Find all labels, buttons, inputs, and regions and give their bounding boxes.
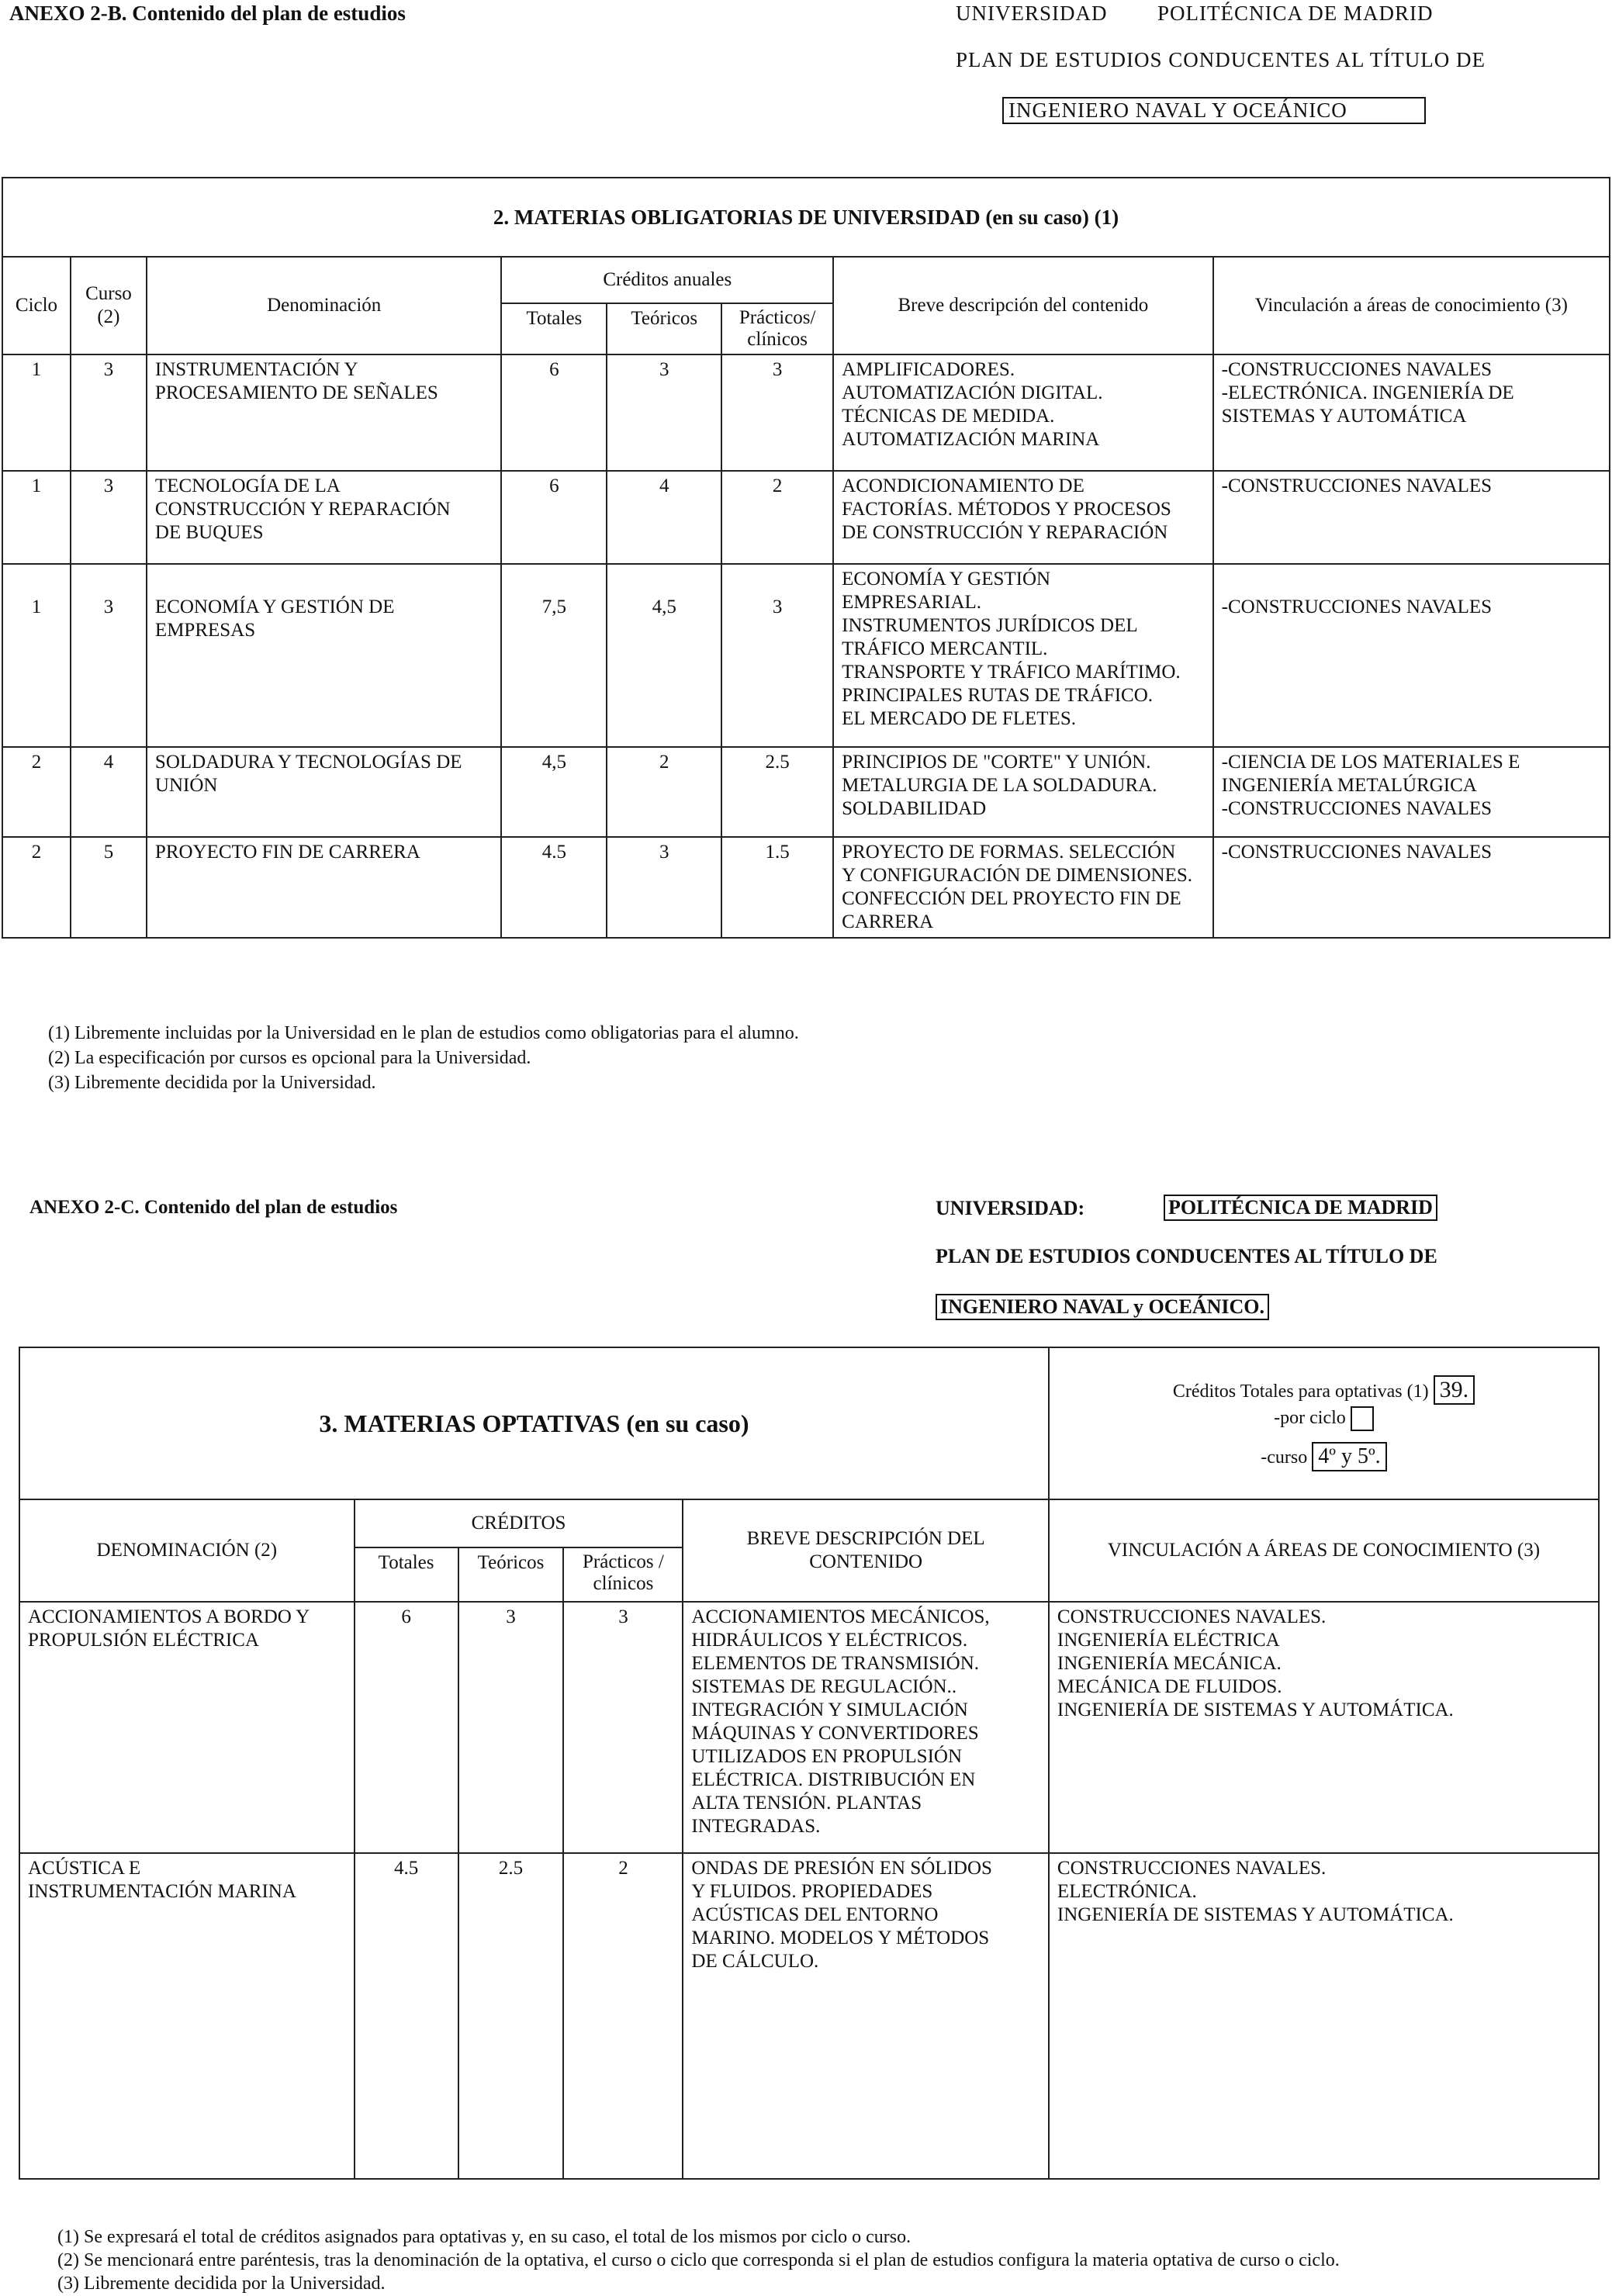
cell-denominacion: INSTRUMENTACIÓN Y PROCESAMIENTO DE SEÑALES: [147, 354, 502, 471]
table-row: [2, 837, 1610, 938]
annex-2c-title: ANEXO 2-C. Contenido del plan de estudios: [29, 1197, 398, 1218]
cell-vinculacion: -CONSTRUCCIONES NAVALES: [1213, 564, 1610, 747]
header-curso: Curso (2): [71, 257, 147, 354]
cell-teoricos: 3: [458, 1602, 564, 1853]
university-label-b: UNIVERSIDAD: [956, 2, 1108, 25]
cell-descripcion: PROYECTO DE FORMAS. SELECCIÓN Y CONFIGURACIÓN DE DIMENSIONES. CONFECCIÓN DEL PROYECTO FIN DE CARRERA: [833, 837, 1213, 938]
header-teoricos-c: Teóricos: [458, 1547, 564, 1602]
cell-practicos: 2.5: [721, 747, 833, 837]
cell-vinculacion: -CONSTRUCCIONES NAVALES: [1213, 837, 1610, 938]
cell-practicos: 3: [721, 564, 833, 747]
table-row: [2, 354, 1610, 471]
cell-vinculacion: CONSTRUCCIONES NAVALES. INGENIERÍA ELÉCTRICA INGENIERÍA MECÁNICA. MECÁNICA DE FLUIDOS. INGENIERÍA DE SISTEMAS Y AUTOMÁTICA.: [1049, 1602, 1599, 1853]
footnote-c-3: (3) Libremente decidida por la Universidad.: [57, 2274, 386, 2294]
cell-curso: 5: [71, 837, 147, 938]
footnote-b-2: (2) La especificación por cursos es opcional para la Universidad.: [48, 1048, 531, 1068]
header-totales: Totales: [501, 303, 607, 354]
cell-descripcion: PRINCIPIOS DE "CORTE" Y UNIÓN. METALURGIA DE LA SOLDADURA. SOLDABILIDAD: [833, 747, 1213, 837]
university-name-c: POLITÉCNICA DE MADRID: [1164, 1195, 1437, 1221]
cell-curso: 4: [71, 747, 147, 837]
cell-ciclo: 1: [2, 564, 71, 747]
cell-teoricos: 3: [607, 837, 721, 938]
cell-denominacion: ECONOMÍA Y GESTIÓN DE EMPRESAS: [147, 564, 502, 747]
cell-curso: 3: [71, 564, 147, 747]
university-name-b: POLITÉCNICA DE MADRID: [1157, 2, 1434, 25]
cell-descripcion: ACCIONAMIENTOS MECÁNICOS, HIDRÁULICOS Y ELÉCTRICOS. ELEMENTOS DE TRANSMISIÓN. SISTEMAS DE REGULACIÓN.. INTEGRACIÓN Y SIMULACIÓN MÁQUINAS Y CONVERTIDORES UTILIZADOS EN PROPULSIÓN ELÉCTRICA. DISTRIBUCIÓN EN ALTA TENSIÓN. PLANTAS INTEGRADAS.: [683, 1602, 1049, 1853]
cell-ciclo: 1: [2, 354, 71, 471]
optativas-table: [19, 1347, 1600, 2180]
header-totales-c: Totales: [355, 1547, 458, 1602]
table-title-b: 2. MATERIAS OBLIGATORIAS DE UNIVERSIDAD (en su caso) (1): [2, 178, 1610, 257]
cell-teoricos: 2.5: [458, 1853, 564, 2179]
por-ciclo-line: [1057, 1405, 1590, 1431]
cell-teoricos: 4,5: [607, 564, 721, 747]
footnote-c-2: (2) Se mencionará entre paréntesis, tras la denominación de la optativa, el curso o ciclo que corresponda si el plan de estudios configura la materia optativa de curso o ciclo.: [57, 2250, 1340, 2270]
cell-totales: 6: [501, 354, 607, 471]
cell-denominacion: TECNOLOGÍA DE LA CONSTRUCCIÓN Y REPARACIÓN DE BUQUES: [147, 471, 502, 564]
credits-summary: [1049, 1347, 1599, 1499]
por-ciclo-box: [1351, 1406, 1374, 1431]
footnote-b-1: (1) Libremente incluidas por la Universidad en le plan de estudios como obligatorias para el alumno.: [48, 1023, 799, 1043]
header-descripcion: Breve descripción del contenido: [833, 257, 1213, 354]
header-descripcion-c: BREVE DESCRIPCIÓN DEL CONTENIDO: [683, 1499, 1049, 1602]
cell-descripcion: ECONOMÍA Y GESTIÓN EMPRESARIAL. INSTRUMENTOS JURÍDICOS DEL TRÁFICO MERCANTIL. TRANSPORTE Y TRÁFICO MARÍTIMO. PRINCIPALES RUTAS DE TRÁFICO. EL MERCADO DE FLETES.: [833, 564, 1213, 747]
cell-practicos: 3: [563, 1602, 683, 1853]
cell-totales: 7,5: [501, 564, 607, 747]
cell-practicos: 2: [721, 471, 833, 564]
degree-box-c: INGENIERO NAVAL y OCEÁNICO.: [936, 1294, 1269, 1320]
table-row: [2, 564, 1610, 747]
por-ciclo-label: -por ciclo: [1274, 1407, 1346, 1428]
plan-label-c: PLAN DE ESTUDIOS CONDUCENTES AL TÍTULO DE: [936, 1245, 1437, 1267]
obligatorias-table: [2, 177, 1610, 939]
cell-totales: 4.5: [501, 837, 607, 938]
cell-vinculacion: -CIENCIA DE LOS MATERIALES E INGENIERÍA METALÚRGICA -CONSTRUCCIONES NAVALES: [1213, 747, 1610, 837]
curso-value: 4º y 5º.: [1312, 1442, 1386, 1471]
plan-label-b: PLAN DE ESTUDIOS CONDUCENTES AL TÍTULO DE: [956, 48, 1486, 71]
cell-descripcion: ONDAS DE PRESIÓN EN SÓLIDOS Y FLUIDOS. PROPIEDADES ACÚSTICAS DEL ENTORNO MARINO. MODELOS Y MÉTODOS DE CÁLCULO.: [683, 1853, 1049, 2179]
cell-teoricos: 2: [607, 747, 721, 837]
cell-denominacion: ACÚSTICA E INSTRUMENTACIÓN MARINA: [19, 1853, 355, 2179]
annex-2b-title: ANEXO 2-B. Contenido del plan de estudios: [9, 2, 406, 25]
cell-practicos: 3: [721, 354, 833, 471]
header-denominacion: Denominación: [147, 257, 502, 354]
header-practicos: Prácticos/ clínicos: [721, 303, 833, 354]
credits-total-line: [1057, 1375, 1590, 1405]
footnote-b-3: (3) Libremente decidida por la Universidad.: [48, 1073, 376, 1093]
cell-curso: 3: [71, 471, 147, 564]
header-creditos-anuales: Créditos anuales: [501, 257, 833, 303]
cell-totales: 4,5: [501, 747, 607, 837]
curso-label: -curso: [1261, 1447, 1308, 1468]
cell-denominacion: ACCIONAMIENTOS A BORDO Y PROPULSIÓN ELÉCTRICA: [19, 1602, 355, 1853]
cell-denominacion: PROYECTO FIN DE CARRERA: [147, 837, 502, 938]
header-vinculacion-c: VINCULACIÓN A ÁREAS DE CONOCIMIENTO (3): [1049, 1499, 1599, 1602]
cell-descripcion: ACONDICIONAMIENTO DE FACTORÍAS. MÉTODOS Y PROCESOS DE CONSTRUCCIÓN Y REPARACIÓN: [833, 471, 1213, 564]
cell-curso: 3: [71, 354, 147, 471]
cell-totales: 6: [355, 1602, 458, 1853]
table-row: [2, 471, 1610, 564]
credits-total-label: Créditos Totales para optativas (1): [1172, 1381, 1429, 1402]
table-row: [19, 1853, 1599, 2179]
degree-box-b: INGENIERO NAVAL Y OCEÁNICO: [1002, 97, 1426, 124]
cell-totales: 6: [501, 471, 607, 564]
header-creditos-c: CRÉDITOS: [355, 1499, 683, 1547]
cell-vinculacion: CONSTRUCCIONES NAVALES. ELECTRÓNICA. INGENIERÍA DE SISTEMAS Y AUTOMÁTICA.: [1049, 1853, 1599, 2179]
header-denominacion-c: DENOMINACIÓN (2): [19, 1499, 355, 1602]
header-vinculacion: Vinculación a áreas de conocimiento (3): [1213, 257, 1610, 354]
cell-ciclo: 2: [2, 837, 71, 938]
cell-ciclo: 2: [2, 747, 71, 837]
header-teoricos: Teóricos: [607, 303, 721, 354]
curso-line: [1057, 1442, 1590, 1471]
table-row: [19, 1602, 1599, 1853]
cell-practicos: 1.5: [721, 837, 833, 938]
footnote-c-1: (1) Se expresará el total de créditos asignados para optativas y, en su caso, el total de los mismos por ciclo o curso.: [57, 2227, 912, 2247]
cell-teoricos: 4: [607, 471, 721, 564]
university-label-c: UNIVERSIDAD:: [936, 1197, 1085, 1219]
credits-total-value: 39.: [1434, 1375, 1475, 1405]
cell-practicos: 2: [563, 1853, 683, 2179]
cell-ciclo: 1: [2, 471, 71, 564]
table-title-c: 3. MATERIAS OPTATIVAS (en su caso): [19, 1347, 1049, 1499]
cell-totales: 4.5: [355, 1853, 458, 2179]
table-row: [2, 747, 1610, 837]
header-practicos-c: Prácticos / clínicos: [563, 1547, 683, 1602]
header-ciclo: Ciclo: [2, 257, 71, 354]
cell-descripcion: AMPLIFICADORES. AUTOMATIZACIÓN DIGITAL. TÉCNICAS DE MEDIDA. AUTOMATIZACIÓN MARINA: [833, 354, 1213, 471]
cell-vinculacion: -CONSTRUCCIONES NAVALES -ELECTRÓNICA. INGENIERÍA DE SISTEMAS Y AUTOMÁTICA: [1213, 354, 1610, 471]
cell-teoricos: 3: [607, 354, 721, 471]
cell-denominacion: SOLDADURA Y TECNOLOGÍAS DE UNIÓN: [147, 747, 502, 837]
cell-vinculacion: -CONSTRUCCIONES NAVALES: [1213, 471, 1610, 564]
